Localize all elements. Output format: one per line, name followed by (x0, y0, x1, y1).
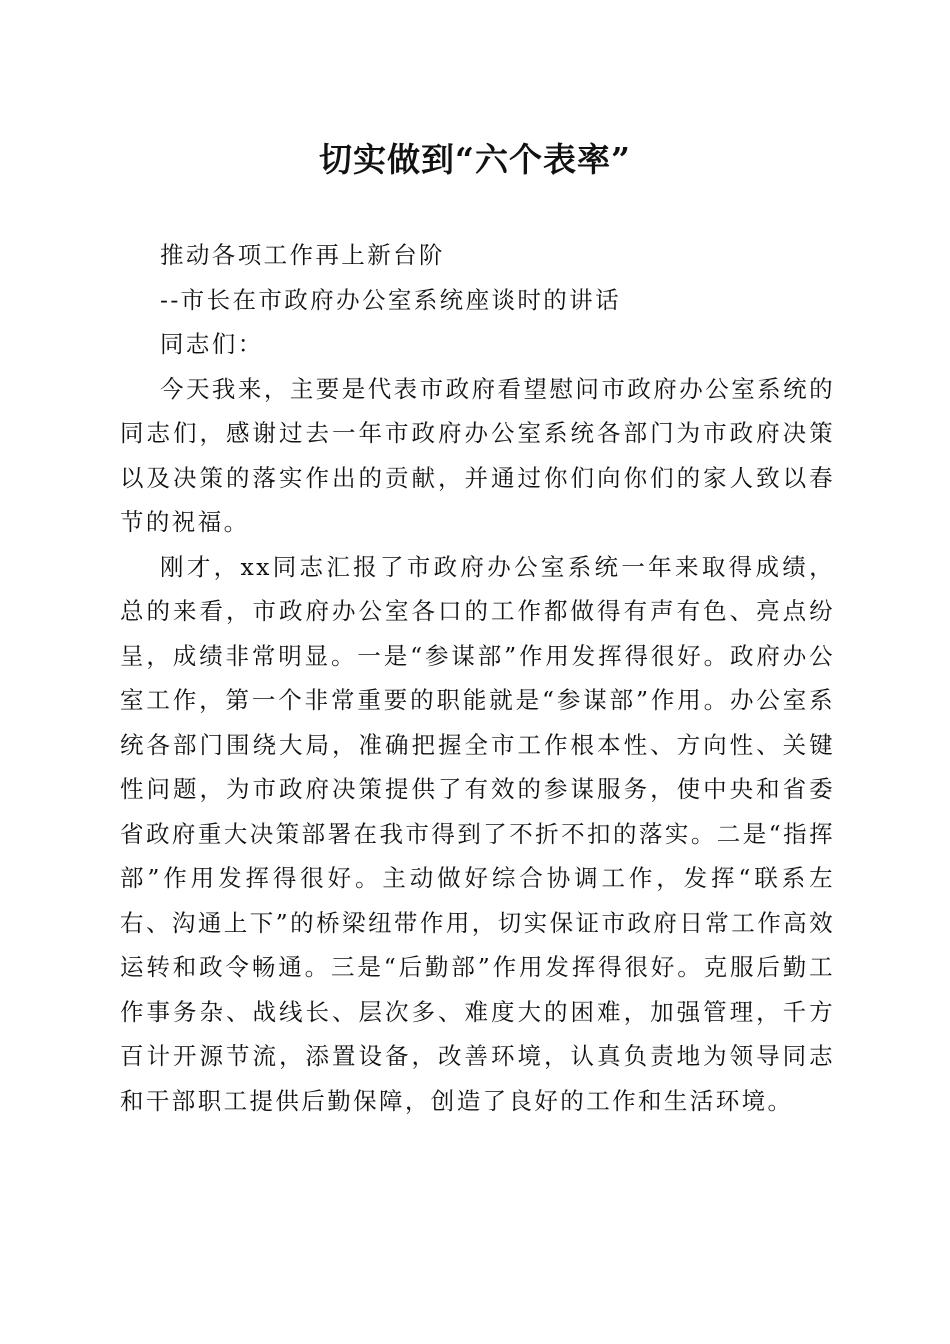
document-body (120, 233, 835, 1123)
paragraph-2: 刚才，xx同志汇报了市政府办公室系统一年来取得成绩，总的来看，市政府办公室各口的工作都做得有声有色、亮点纷呈，成绩非常明显。一是“参谋部”作用发挥得很好。政府办公室工作，第一个非常重要的职能就是“参谋部”作用。办公室系统各部门围绕大局，准确把握全市工作根本性、方向性、关键性问题，为市政府决策提供了有效的参谋服务，使中央和省委省政府重大决策部署在我市得到了不折不扣的落实。二是“指挥部”作用发挥得很好。主动做好综合协调工作，发挥“联系左右、沟通上下”的桥梁纽带作用，切实保证市政府日常工作高效运转和政令畅通。三是“后勤部”作用发挥得很好。克服后勤工作事务杂、战线长、层次多、难度大的困难，加强管理，千方百计开源节流，添置设备，改善环境，认真负责地为领导同志和干部职工提供后勤保障，创造了良好的工作和生活环境。 (120, 552, 835, 1115)
paragraph-1: 今天我来，主要是代表市政府看望慰问市政府办公室系统的同志们，感谢过去一年市政府办公室系统各部门为市政府决策以及决策的落实作出的贡献，并通过你们向你们的家人致以春节的祝福。 (120, 374, 835, 536)
document-subtitle: 推动各项工作再上新台阶 (160, 241, 445, 269)
salutation: 同志们： (160, 330, 264, 358)
document-byline: --市长在市政府办公室系统座谈时的讲话 (160, 285, 621, 314)
document-title: 切实做到“六个表率” (319, 140, 631, 179)
